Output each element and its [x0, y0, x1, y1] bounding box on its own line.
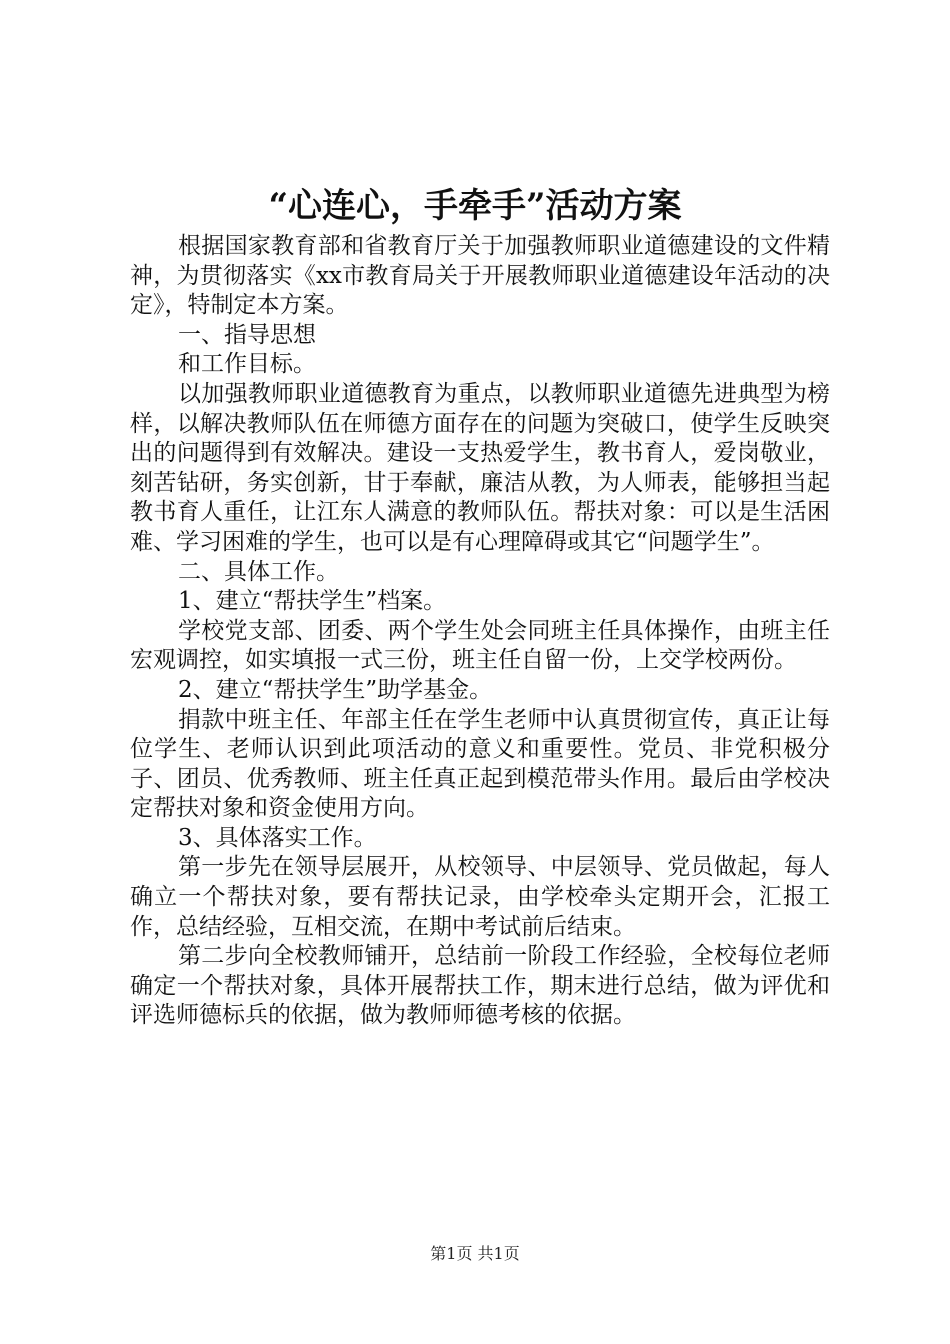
fund-paragraph: 捐款中班主任、年部主任在学生老师中认真贯彻宣传，真正让每位学生、老师认识到此项活动的意义和重要性。党员、非党积极分子、团员、优秀教师、班主任真正起到模范带头作用。最后由学校决定帮扶对象和资金使用方向。	[130, 706, 830, 822]
section-heading-continuation: 和工作目标。	[178, 351, 316, 378]
document-title: “心连心，手牵手”活动方案	[268, 186, 682, 226]
guiding-ideology-paragraph: 以加强教师职业道德教育为重点，以教师职业道德先进典型为榜样，以解决教师队伍在师德方面存在的问题为突破口，使学生反映突出的问题得到有效解决。建设一支热爱学生，教书育人，爱岗敬业，刻苦钻研，务实创新，甘于奉献，廉洁从教，为人师表，能够担当起教书育人重任，让江东人满意的教师队伍。帮扶对象：可以是生活困难、学习困难的学生，也可以是有心理障碍或其它“问题学生”。	[130, 380, 830, 555]
subheading-implementation: 3、具体落实工作。	[178, 824, 377, 851]
archive-paragraph: 学校党支部、团委、两个学生处会同班主任具体操作，由班主任宏观调控，如实填报一式三份，班主任自留一份，上交学校两份。	[130, 617, 830, 674]
section-heading-specific-work: 二、具体工作。	[178, 558, 339, 585]
subheading-fund: 2、建立“帮扶学生”助学基金。	[178, 676, 493, 703]
step-one-paragraph: 第一步先在领导层展开，从校领导、中层领导、党员做起，每人确立一个帮扶对象，要有帮扶记录，由学校牵头定期开会，汇报工作，总结经验，互相交流，在期中考试前后结束。	[130, 854, 830, 940]
document-body	[130, 232, 830, 1031]
step-two-paragraph: 第二步向全校教师铺开，总结前一阶段工作经验，全校每位老师确定一个帮扶对象，具体开展帮扶工作，期末进行总结，做为评优和评选师德标兵的依据，做为教师师德考核的依据。	[130, 943, 830, 1029]
section-heading-guiding-ideology: 一、指导思想	[178, 321, 316, 348]
page-footer: 第1页 共1页	[430, 1244, 520, 1263]
intro-paragraph: 根据国家教育部和省教育厅关于加强教师职业道德建设的文件精神，为贯彻落实《xx市教育局关于开展教师职业道德建设年活动的决定》，特制定本方案。	[130, 233, 830, 319]
subheading-archive: 1、建立“帮扶学生”档案。	[178, 588, 447, 615]
